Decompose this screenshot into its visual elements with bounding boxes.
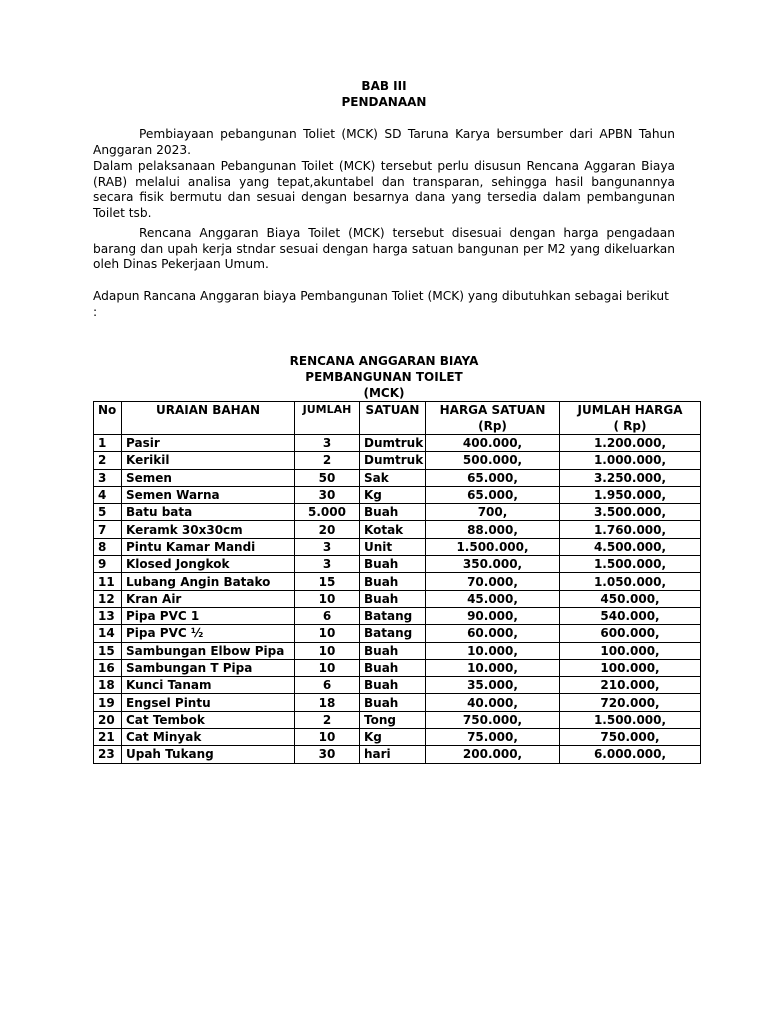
cell-jumlah: 2 — [295, 452, 360, 469]
cell-harga-satuan: 35.000, — [426, 677, 560, 694]
cell-jumlah: 3 — [295, 538, 360, 555]
cell-jumlah-harga: 100.000, — [560, 642, 701, 659]
cell-jumlah-harga: 3.500.000, — [560, 504, 701, 521]
table-row — [94, 746, 701, 763]
paragraph-rab-basis: Rencana Anggaran Biaya Toilet (MCK) tersebut disesuai dengan harga pengadaan barang dan upah kerja stndar sesuai dengan harga satuan bangunan per M2 yang dikeluarkan oleh Dinas Pekerjaan Umum. — [93, 226, 675, 272]
cell-no: 12 — [94, 590, 122, 607]
table-title-line2: PEMBANGUNAN TOILET — [305, 370, 463, 384]
cell-satuan: Buah — [360, 573, 426, 590]
table-row — [94, 607, 701, 624]
cell-jumlah: 10 — [295, 625, 360, 642]
table-row — [94, 729, 701, 746]
cell-uraian: Semen — [122, 469, 295, 486]
cell-uraian: Cat Minyak — [122, 729, 295, 746]
cell-no: 9 — [94, 556, 122, 573]
cell-satuan: Sak — [360, 469, 426, 486]
cell-satuan: Buah — [360, 642, 426, 659]
cell-no: 5 — [94, 504, 122, 521]
table-row — [94, 435, 701, 452]
cell-uraian: Kunci Tanam — [122, 677, 295, 694]
cell-jumlah-harga: 720.000, — [560, 694, 701, 711]
table-row — [94, 521, 701, 538]
cell-jumlah-harga: 4.500.000, — [560, 538, 701, 555]
cell-harga-satuan: 500.000, — [426, 452, 560, 469]
cell-jumlah: 10 — [295, 659, 360, 676]
cell-satuan: Batang — [360, 607, 426, 624]
cell-uraian: Sambungan T Pipa — [122, 659, 295, 676]
cell-no: 15 — [94, 642, 122, 659]
cell-harga-satuan: 10.000, — [426, 642, 560, 659]
cell-jumlah: 2 — [295, 711, 360, 728]
cell-uraian: Lubang Angin Batako — [122, 573, 295, 590]
cell-jumlah-harga: 210.000, — [560, 677, 701, 694]
cell-uraian: Sambungan Elbow Pipa — [122, 642, 295, 659]
table-row — [94, 642, 701, 659]
paragraph-funding-source: Pembiayaan pebangunan Toliet (MCK) SD Taruna Karya bersumber dari APBN Tahun Anggaran 2023. — [93, 127, 675, 157]
table-row — [94, 677, 701, 694]
paragraph-rab-purpose: Dalam pelaksanaan Pebangunan Toilet (MCK) tersebut perlu disusun Rencana Aggaran Biaya (RAB) melalui analisa yang tepat,akuntabel dan transparan, sehingga hasil bangunannya secara fisik bermutu dan sesuai dengan besarnya dana yang tersedia dalam pembangunan Toilet tsb. — [93, 159, 675, 220]
header-no: No — [94, 402, 122, 435]
cell-no: 23 — [94, 746, 122, 763]
cell-harga-satuan: 90.000, — [426, 607, 560, 624]
cell-jumlah: 30 — [295, 486, 360, 503]
cell-no: 14 — [94, 625, 122, 642]
cell-no: 11 — [94, 573, 122, 590]
cell-harga-satuan: 350.000, — [426, 556, 560, 573]
cell-harga-satuan: 200.000, — [426, 746, 560, 763]
header-harga-satuan-line2: (Rp) — [478, 419, 507, 433]
cell-jumlah: 10 — [295, 590, 360, 607]
table-title-line1: RENCANA ANGGARAN BIAYA — [289, 354, 479, 368]
header-uraian: URAIAN BAHAN — [122, 402, 295, 435]
cell-jumlah: 6 — [295, 677, 360, 694]
cell-no: 21 — [94, 729, 122, 746]
cell-jumlah: 3 — [295, 435, 360, 452]
table-row — [94, 452, 701, 469]
cell-jumlah: 10 — [295, 642, 360, 659]
cell-no: 19 — [94, 694, 122, 711]
cell-jumlah-harga: 1.050.000, — [560, 573, 701, 590]
cell-satuan: Buah — [360, 504, 426, 521]
cell-jumlah-harga: 100.000, — [560, 659, 701, 676]
cell-jumlah-harga: 450.000, — [560, 590, 701, 607]
table-row — [94, 590, 701, 607]
cell-no: 7 — [94, 521, 122, 538]
cell-jumlah: 3 — [295, 556, 360, 573]
cell-jumlah: 5.000 — [295, 504, 360, 521]
header-jumlah: JUMLAH — [295, 402, 360, 435]
header-harga-satuan-line1: HARGA SATUAN — [439, 403, 546, 417]
table-body — [94, 435, 701, 764]
table-row — [94, 469, 701, 486]
table-header-row — [94, 402, 701, 435]
cell-uraian: Keramk 30x30cm — [122, 521, 295, 538]
cell-jumlah-harga: 1.500.000, — [560, 711, 701, 728]
cell-harga-satuan: 1.500.000, — [426, 538, 560, 555]
cell-no: 4 — [94, 486, 122, 503]
cell-jumlah: 15 — [295, 573, 360, 590]
paragraph-intro-table: Adapun Rancana Anggaran biaya Pembangunan Toliet (MCK) yang dibutuhkan sebagai berikut : — [93, 289, 669, 319]
cell-no: 2 — [94, 452, 122, 469]
cell-harga-satuan: 65.000, — [426, 469, 560, 486]
cell-jumlah-harga: 750.000, — [560, 729, 701, 746]
cell-satuan: Buah — [360, 677, 426, 694]
table-row — [94, 694, 701, 711]
cell-uraian: Pasir — [122, 435, 295, 452]
chapter-label: BAB III — [361, 79, 407, 93]
cell-uraian: Upah Tukang — [122, 746, 295, 763]
table-row — [94, 659, 701, 676]
cell-jumlah-harga: 3.250.000, — [560, 469, 701, 486]
cell-harga-satuan: 88.000, — [426, 521, 560, 538]
cell-satuan: Buah — [360, 556, 426, 573]
cell-jumlah: 50 — [295, 469, 360, 486]
cell-jumlah-harga: 6.000.000, — [560, 746, 701, 763]
table-title-line3: (MCK) — [363, 386, 405, 400]
cell-satuan: Dumtruk — [360, 435, 426, 452]
table-row — [94, 573, 701, 590]
cell-jumlah: 18 — [295, 694, 360, 711]
table-row — [94, 556, 701, 573]
cell-jumlah: 6 — [295, 607, 360, 624]
cell-no: 3 — [94, 469, 122, 486]
header-satuan: SATUAN — [360, 402, 426, 435]
cell-jumlah-harga: 1.200.000, — [560, 435, 701, 452]
table-row — [94, 486, 701, 503]
cell-satuan: Tong — [360, 711, 426, 728]
cell-jumlah-harga: 600.000, — [560, 625, 701, 642]
cell-satuan: Buah — [360, 659, 426, 676]
cell-satuan: Buah — [360, 590, 426, 607]
chapter-title: PENDANAAN — [341, 95, 427, 109]
cell-uraian: Kran Air — [122, 590, 295, 607]
table-row — [94, 538, 701, 555]
cell-jumlah: 10 — [295, 729, 360, 746]
cell-satuan: Dumtruk — [360, 452, 426, 469]
header-harga-satuan — [426, 402, 560, 435]
cell-satuan: Unit — [360, 538, 426, 555]
cell-no: 1 — [94, 435, 122, 452]
cell-jumlah-harga: 540.000, — [560, 607, 701, 624]
cell-jumlah: 30 — [295, 746, 360, 763]
cell-uraian: Pipa PVC 1 — [122, 607, 295, 624]
cell-uraian: Cat Tembok — [122, 711, 295, 728]
cell-uraian: Klosed Jongkok — [122, 556, 295, 573]
cell-harga-satuan: 45.000, — [426, 590, 560, 607]
cell-harga-satuan: 60.000, — [426, 625, 560, 642]
table-row — [94, 711, 701, 728]
cell-uraian: Pipa PVC ½ — [122, 625, 295, 642]
cell-uraian: Engsel Pintu — [122, 694, 295, 711]
table-row — [94, 625, 701, 642]
budget-table — [93, 401, 701, 764]
cell-no: 20 — [94, 711, 122, 728]
cell-satuan: Kg — [360, 486, 426, 503]
cell-no: 16 — [94, 659, 122, 676]
cell-satuan: Kg — [360, 729, 426, 746]
cell-satuan: hari — [360, 746, 426, 763]
cell-harga-satuan: 65.000, — [426, 486, 560, 503]
cell-no: 18 — [94, 677, 122, 694]
cell-satuan: Batang — [360, 625, 426, 642]
header-jumlah-harga-line2: ( Rp) — [613, 419, 647, 433]
cell-harga-satuan: 70.000, — [426, 573, 560, 590]
cell-uraian: Kerikil — [122, 452, 295, 469]
cell-uraian: Pintu Kamar Mandi — [122, 538, 295, 555]
cell-harga-satuan: 75.000, — [426, 729, 560, 746]
cell-uraian: Batu bata — [122, 504, 295, 521]
table-row — [94, 504, 701, 521]
cell-no: 8 — [94, 538, 122, 555]
cell-harga-satuan: 400.000, — [426, 435, 560, 452]
header-jumlah-harga — [560, 402, 701, 435]
cell-harga-satuan: 10.000, — [426, 659, 560, 676]
header-jumlah-harga-line1: JUMLAH HARGA — [577, 403, 683, 417]
cell-jumlah: 20 — [295, 521, 360, 538]
cell-satuan: Buah — [360, 694, 426, 711]
cell-no: 13 — [94, 607, 122, 624]
cell-jumlah-harga: 1.000.000, — [560, 452, 701, 469]
cell-harga-satuan: 40.000, — [426, 694, 560, 711]
cell-uraian: Semen Warna — [122, 486, 295, 503]
cell-harga-satuan: 700, — [426, 504, 560, 521]
cell-jumlah-harga: 1.760.000, — [560, 521, 701, 538]
cell-satuan: Kotak — [360, 521, 426, 538]
cell-jumlah-harga: 1.950.000, — [560, 486, 701, 503]
cell-harga-satuan: 750.000, — [426, 711, 560, 728]
cell-jumlah-harga: 1.500.000, — [560, 556, 701, 573]
